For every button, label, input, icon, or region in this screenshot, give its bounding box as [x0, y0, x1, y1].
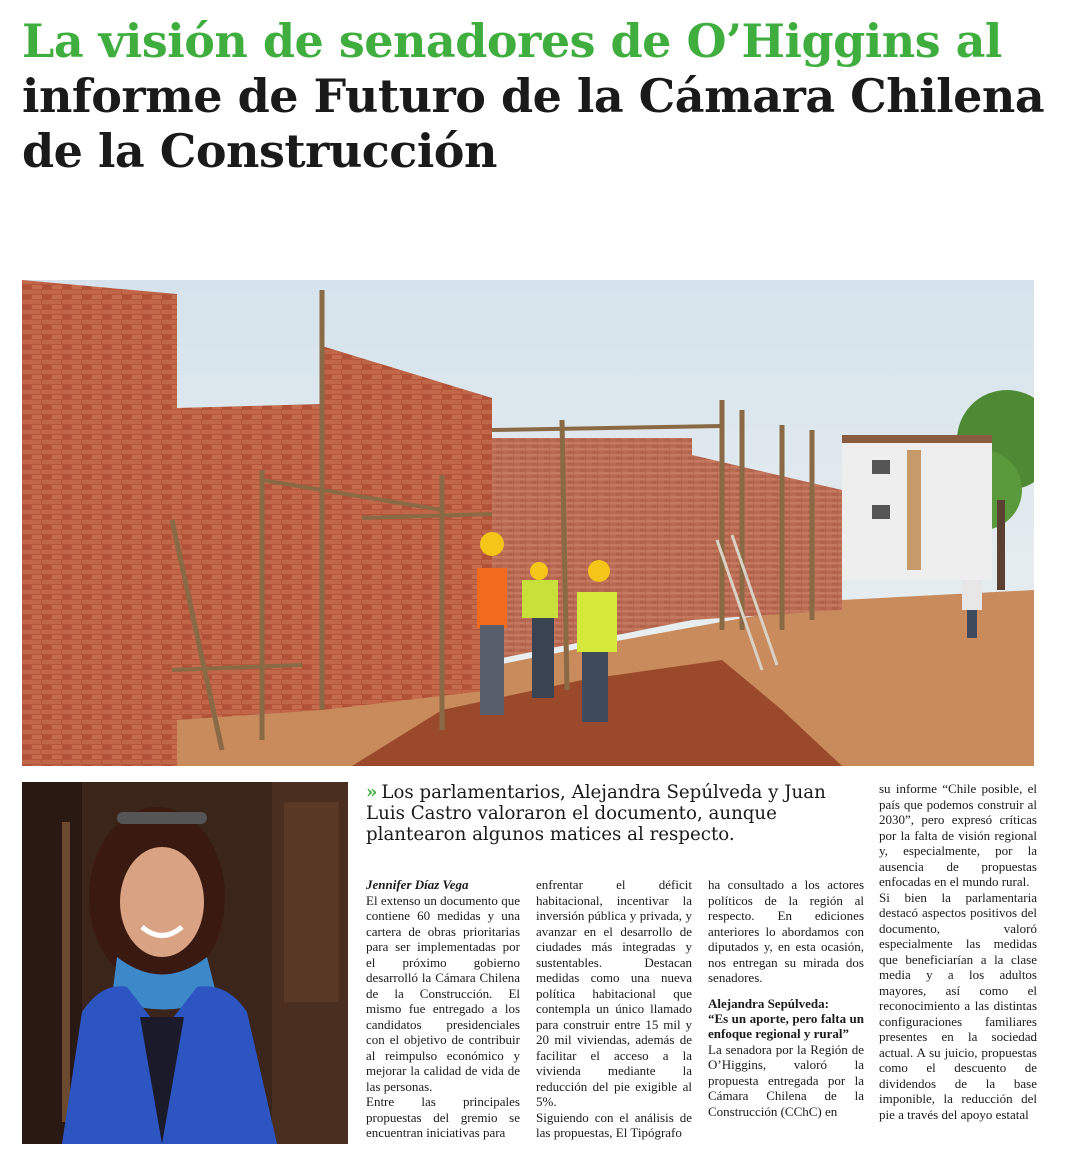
body-column-3: [708, 877, 864, 1119]
lead-marker: »: [366, 782, 378, 803]
byline: Jennifer Díaz Vega: [366, 877, 469, 892]
col3-paragraph-1: ha consultado a los actores políticos de la región al respecto. En ediciones anteriores lo abordamos con diputados y, en esta ocasión, nos entregan su mirada dos senadores.: [708, 877, 864, 985]
lead-text: Los parlamentarios, Alejandra Sepúlveda y Juan Luis Castro valoraron el documento, aunque plantearon algunos matices al respecto.: [366, 782, 826, 845]
lead-summary: [366, 782, 862, 845]
headline: [22, 14, 1052, 179]
subhead-quote: “Es un aporte, pero falta un enfoque regional y rural”: [708, 1010, 864, 1041]
body-column-2: [536, 877, 692, 1141]
col3-paragraph-2: La senadora por la Región de O’Higgins, valoró la propuesta entregada por la Cámara Chilena de la Construcción (CChC) en: [708, 1041, 864, 1119]
headline-green: La visión de senadores de O’Higgins al: [22, 14, 1002, 68]
construction-site-photo: [22, 280, 1034, 766]
senator-portrait-photo: [22, 782, 348, 1144]
col4-paragraph-2: Si bien la parlamentaria destacó aspectos positivos del documento, valoró especialmente las medidas que beneficiarían a la clase media y a los adultos mayores, así como el reconocimiento a las distintas configuraciones familiares presentes en la sociedad actual. A su juicio, propuestas como el descuento de dividendos de la base imponible, la reducción del pie a través del apoyo estatal: [879, 889, 1037, 1122]
headline-line-3: de la Construcción: [22, 124, 497, 178]
col2-paragraph-1: enfrentar el déficit habitacional, incentivar la inversión pública y privada, y avanzar en el desarrollo de ciudades más integradas y sustentables. Destacan medidas como una nueva política habitacional que contempla un único llamado para construir entre 15 mil y 20 mil viviendas, además de facilitar el acceso a la vivienda mediante la reducción del pie exigible al 5%.: [536, 877, 692, 1109]
col1-paragraph-2: Entre las principales propuestas del gremio se encuentran iniciativas para: [366, 1094, 520, 1140]
body-column-1: [366, 877, 520, 1141]
col2-paragraph-2: Siguiendo con el análisis de las propuestas, El Tipógrafo: [536, 1109, 692, 1140]
body-column-4: [879, 781, 1037, 1122]
subhead-name: Alejandra Sepúlveda:: [708, 995, 829, 1011]
headline-line-2: informe de Futuro de la Cámara Chilena: [22, 69, 1045, 123]
col1-paragraph-1: El extenso un documento que contiene 60 medidas y una cartera de obras prioritarias para ser implementadas por el próximo gobierno desarrolló la Cámara Chilena de la Construcción. El mismo fue entregado a los candidatos presidenciales con el objetivo de contribuir al reimpulso económico y mejorar la calidad de vida de las personas.: [366, 892, 520, 1094]
col4-paragraph-1: su informe “Chile posible, el país que podemos construir al 2030”, pero expresó críticas por la falta de visión regional y, especialmente, por la ausencia de propuestas enfocadas en el mundo rural.: [879, 781, 1037, 889]
